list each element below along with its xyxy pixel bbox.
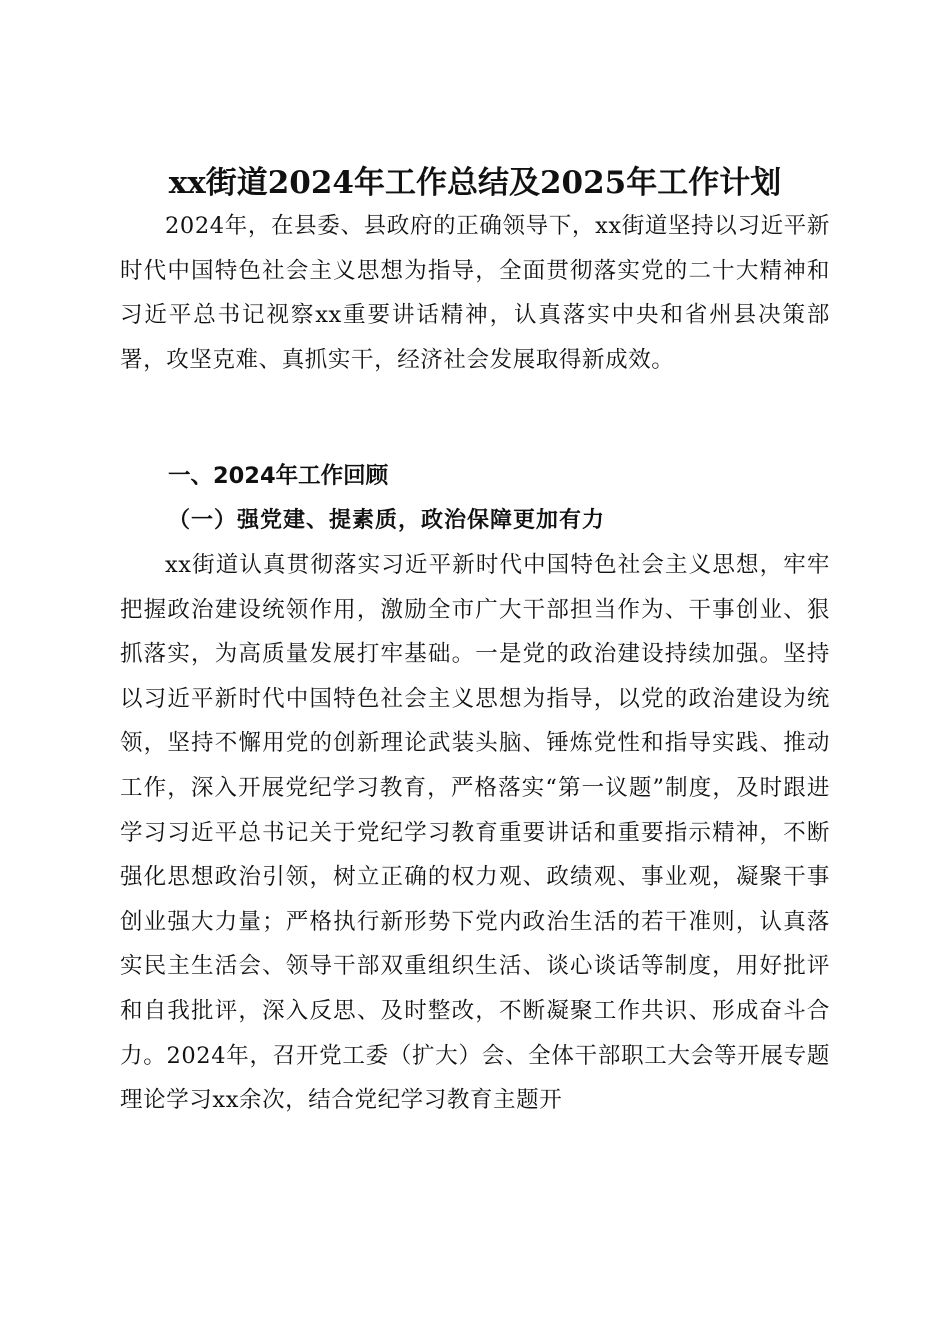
- section-heading: 一、2024年工作回顾: [168, 463, 389, 489]
- document-title: xx街道2024年工作总结及2025年工作计划: [168, 164, 782, 201]
- subsection-heading: （一）强党建、提素质，政治保障更加有力: [168, 508, 606, 533]
- main-paragraph: xx街道认真贯彻落实习近平新时代中国特色社会主义思想，牢牢把握政治建设统领作用，激励全市广大干部担当作为、干事创业、狠抓落实，为高质量发展打牢基础。一是党的政治建设持续加强。坚持以习近平新时代中国特色社会主义思想为指导，以党的政治建设为统领，坚持不懈用党的创新理论武装头脑、锤炼党性和指导实践、推动工作，深入开展党纪学习教育，严格落实“第一议题”制度，及时跟进学习习近平总书记关于党纪学习教育重要讲话和重要指示精神，不断强化思想政治引领，树立正确的权力观、政绩观、事业观，凝聚干事创业强大力量；严格执行新形势下党内政治生活的若干准则，认真落实民主生活会、领导干部双重组织生活、谈心谈话等制度，用好批评和自我批评，深入反思、及时整改，不断凝聚工作共识、形成奋斗合力。2024年，召开党工委（扩大）会、全体干部职工大会等开展专题理论学习xx余次，结合党纪学习教育主题开: [120, 552, 830, 1114]
- intro-paragraph: 2024年，在县委、县政府的正确领导下，xx街道坚持以习近平新时代中国特色社会主义思想为指导，全面贯彻落实党的二十大精神和习近平总书记视察xx重要讲话精神，认真落实中央和省州县决策部署，攻坚克难、真抓实干，经济社会发展取得新成效。: [120, 213, 830, 373]
